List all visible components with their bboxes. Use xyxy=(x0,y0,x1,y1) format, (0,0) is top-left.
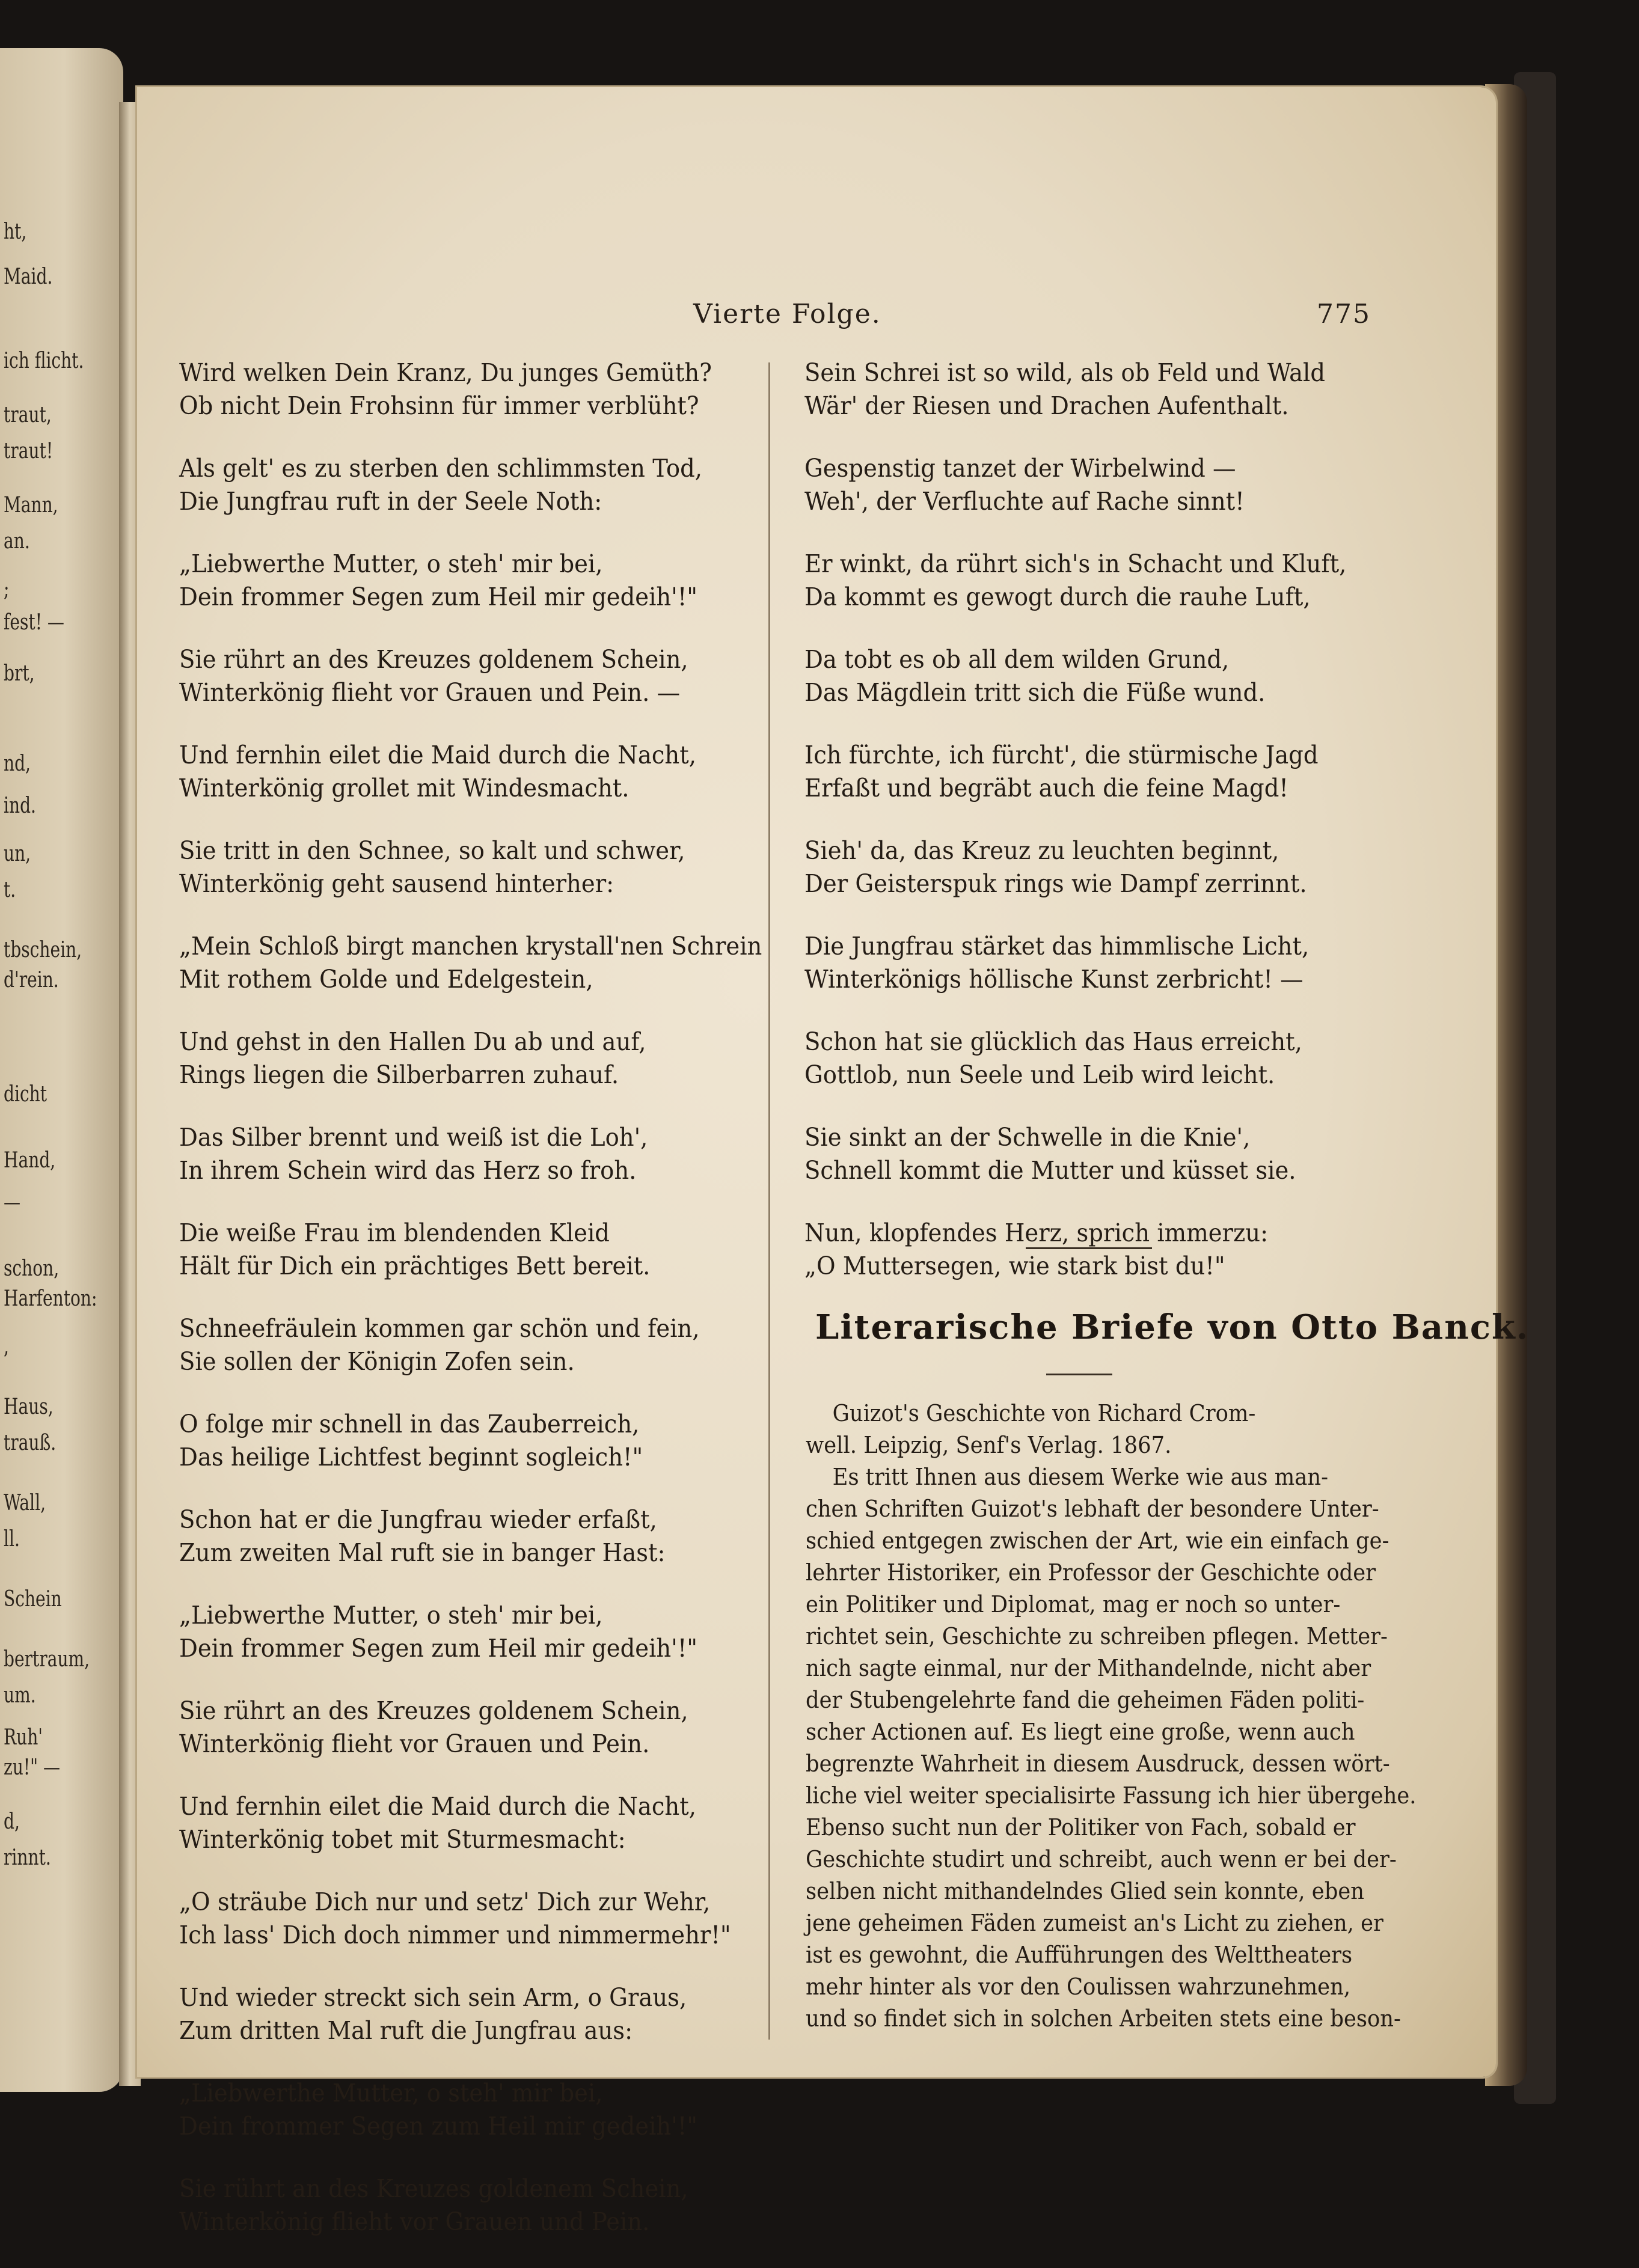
left-margin-fragment: zu!" — xyxy=(4,1755,61,1780)
stanza xyxy=(804,1217,1424,1283)
poem-line: Winterkönig flieht vor Grauen und Pein. xyxy=(179,2207,650,2236)
poem-line: Dein frommer Segen zum Heil mir gedeih'!" xyxy=(179,582,698,611)
article-line: jene geheimen Fäden zumeist an's Licht zu ziehen, er xyxy=(806,1910,1383,1936)
stanza xyxy=(179,1121,780,1187)
poem-line: „Liebwerthe Mutter, o steh' mir bei, xyxy=(179,2079,603,2108)
left-page-text-fragments xyxy=(0,48,123,2092)
poem-line: Sie tritt in den Schnee, so kalt und schwer, xyxy=(179,836,685,865)
poem-line: Sie rührt an des Kreuzes goldenem Schein, xyxy=(179,1696,688,1725)
poem-line: Und gehst in den Hallen Du ab und auf, xyxy=(179,1027,646,1056)
poem-line: Als gelt' es zu sterben den schlimmsten Tod, xyxy=(179,454,703,483)
article-line: Guizot's Geschichte von Richard Crom- xyxy=(832,1400,1256,1426)
poem-line: Ich lass' Dich doch nimmer und nimmermehr!" xyxy=(179,1921,731,1949)
poem-right-column xyxy=(804,356,1424,1312)
left-margin-fragment: trauß. xyxy=(4,1431,57,1455)
stanza xyxy=(804,643,1424,709)
column-rule xyxy=(768,362,770,2040)
left-margin-fragment: — xyxy=(4,1190,21,1215)
stanza xyxy=(804,739,1424,805)
left-margin-fragment: brt, xyxy=(4,661,35,686)
poem-line: Die Jungfrau ruft in der Seele Noth: xyxy=(179,487,602,516)
article-line: lehrter Historiker, ein Professor der Geschichte oder xyxy=(806,1559,1376,1586)
stanza xyxy=(179,548,780,614)
stanza xyxy=(179,1025,780,1092)
poem-line: „O Muttersegen, wie stark bist du!" xyxy=(804,1252,1225,1280)
left-margin-fragment: ll. xyxy=(4,1527,20,1551)
poem-line: Die weiße Frau im blendenden Kleid xyxy=(179,1218,610,1247)
stanza xyxy=(804,548,1424,614)
poem-line: Winterkönigs höllische Kunst zerbricht! — xyxy=(804,965,1304,994)
poem-line: Ob nicht Dein Frohsinn für immer verblüht? xyxy=(179,391,699,420)
stanza xyxy=(179,1695,780,1761)
poem-line: Sie rührt an des Kreuzes goldenem Schein, xyxy=(179,2174,688,2203)
running-title: Vierte Folge. xyxy=(693,299,881,329)
article-line: well. Leipzig, Senf's Verlag. 1867. xyxy=(806,1432,1172,1458)
left-margin-fragment: ht, xyxy=(4,219,27,244)
stanza xyxy=(179,834,780,900)
left-margin-fragment: traut, xyxy=(4,403,52,427)
stanza xyxy=(179,1981,780,2047)
article-line: ein Politiker und Diplomat, mag er noch so unter- xyxy=(806,1591,1341,1618)
poem-line: Mit rothem Golde und Edelgestein, xyxy=(179,965,593,994)
left-margin-fragment: tbschein, xyxy=(4,938,82,962)
left-margin-fragment: ; xyxy=(4,577,10,602)
poem-line: Dein frommer Segen zum Heil mir gedeih'!" xyxy=(179,2112,698,2141)
poem-line: Hält für Dich ein prächtiges Bett bereit. xyxy=(179,1252,651,1280)
stanza xyxy=(179,1790,780,1856)
poem-line: Winterkönig flieht vor Grauen und Pein. xyxy=(179,1729,650,1758)
article-line: Es tritt Ihnen aus diesem Werke wie aus man- xyxy=(832,1464,1329,1490)
stanza xyxy=(179,2077,780,2143)
left-margin-fragment: , xyxy=(4,1334,9,1359)
poem-line: Gottlob, nun Seele und Leib wird leicht. xyxy=(804,1060,1275,1089)
poem-line: Sie sollen der Königin Zofen sein. xyxy=(179,1347,575,1376)
left-margin-fragment: an. xyxy=(4,529,30,554)
poem-line: Das Mägdlein tritt sich die Füße wund. xyxy=(804,678,1266,707)
article-line: chen Schriften Guizot's lebhaft der besondere Unter- xyxy=(806,1496,1379,1522)
stanza xyxy=(804,452,1424,518)
left-margin-fragment: um. xyxy=(4,1683,36,1708)
poem-line: Sieh' da, das Kreuz zu leuchten beginnt, xyxy=(804,836,1279,865)
poem-line: Und fernhin eilet die Maid durch die Nacht, xyxy=(179,741,696,769)
poem-line: Schnell kommt die Mutter und küsset sie. xyxy=(804,1156,1296,1185)
stanza xyxy=(804,1121,1424,1187)
stanza xyxy=(179,2172,780,2239)
poem-line: Winterkönig grollet mit Windesmacht. xyxy=(179,774,630,802)
poem-line: Schon hat er die Jungfrau wieder erfaßt, xyxy=(179,1505,657,1534)
poem-line: Sie rührt an des Kreuzes goldenem Schein, xyxy=(179,645,688,674)
right-page xyxy=(137,87,1530,2236)
left-margin-fragment: rinnt. xyxy=(4,1845,51,1870)
article-line: selben nicht mithandelndes Glied sein konnte, eben xyxy=(806,1878,1365,1904)
stanza xyxy=(804,834,1424,900)
poem-line: Nun, klopfendes Herz, sprich immerzu: xyxy=(804,1218,1269,1247)
article-line: mehr hinter als vor den Coulissen wahrzunehmen, xyxy=(806,1973,1351,2000)
poem-line: Da tobt es ob all dem wilden Grund, xyxy=(804,645,1230,674)
poem-line: Dein frommer Segen zum Heil mir gedeih'!" xyxy=(179,1634,698,1663)
article-line: Ebenso sucht nun der Politiker von Fach, sobald er xyxy=(806,1814,1356,1841)
stanza xyxy=(179,1408,780,1474)
article-line: der Stubengelehrte fand die geheimen Fäden politi- xyxy=(806,1687,1365,1713)
poem-line: Er winkt, da rührt sich's in Schacht und Kluft, xyxy=(804,549,1347,578)
left-margin-fragment: bertraum, xyxy=(4,1647,90,1672)
poem-line: Das heilige Lichtfest beginnt sogleich!" xyxy=(179,1443,643,1472)
article-title: Literarische Briefe von Otto Banck. xyxy=(815,1307,1530,1347)
left-margin-fragment: Maid. xyxy=(4,264,53,289)
article-line: begrenzte Wahrheit in diesem Ausdruck, dessen wört- xyxy=(806,1750,1390,1777)
poem-line: Der Geisterspuk rings wie Dampf zerrinnt. xyxy=(804,869,1307,898)
poem-line: O folge mir schnell in das Zauberreich, xyxy=(179,1410,640,1438)
poem-line: Da kommt es gewogt durch die rauhe Luft, xyxy=(804,582,1311,611)
left-margin-fragment: ich flicht. xyxy=(4,349,84,373)
stanza xyxy=(179,930,780,996)
poem-left-column xyxy=(179,356,780,2268)
poem-line: „Liebwerthe Mutter, o steh' mir bei, xyxy=(179,549,603,578)
stanza xyxy=(179,1599,780,1665)
stanza xyxy=(179,1217,780,1283)
left-margin-fragment: Ruh' xyxy=(4,1725,43,1750)
poem-line: Gespenstig tanzet der Wirbelwind — xyxy=(804,454,1236,483)
poem-line: Wär' der Riesen und Drachen Aufenthalt. xyxy=(804,391,1289,420)
poem-line: Erfaßt und begräbt auch die feine Magd! xyxy=(804,774,1288,802)
article-line: Geschichte studirt und schreibt, auch wenn er bei der- xyxy=(806,1846,1397,1872)
left-margin-fragment: fest! — xyxy=(4,610,64,635)
left-margin-fragment: Mann, xyxy=(4,493,58,518)
stanza xyxy=(804,356,1424,423)
page-number: 775 xyxy=(1317,299,1371,329)
stanza xyxy=(179,452,780,518)
poem-line: Das Silber brennt und weiß ist die Loh', xyxy=(179,1123,648,1152)
left-margin-fragment: d, xyxy=(4,1809,20,1834)
article-line: schied entgegen zwischen der Art, wie ein einfach ge- xyxy=(806,1527,1389,1554)
article-line: richtet sein, Geschichte zu schreiben pflegen. Metter- xyxy=(806,1623,1388,1649)
poem-line: „Liebwerthe Mutter, o steh' mir bei, xyxy=(179,1601,603,1630)
left-margin-fragment: Haus, xyxy=(4,1395,54,1419)
poem-line: Die Jungfrau stärket das himmlische Licht, xyxy=(804,932,1310,961)
stanza xyxy=(179,356,780,423)
left-margin-fragment: Schein xyxy=(4,1587,62,1612)
poem-line: Und fernhin eilet die Maid durch die Nacht, xyxy=(179,1792,696,1821)
poem-line: Sein Schrei ist so wild, als ob Feld und Wald xyxy=(804,358,1326,387)
poem-line: Und wieder streckt sich sein Arm, o Graus, xyxy=(179,1983,687,2012)
poem-line: Rings liegen die Silberbarren zuhauf. xyxy=(179,1060,619,1089)
left-margin-fragment: schon, xyxy=(4,1256,60,1281)
left-margin-fragment: nd, xyxy=(4,751,31,776)
poem-line: „Mein Schloß birgt manchen krystall'nen Schrein xyxy=(179,932,762,961)
left-margin-fragment: traut! xyxy=(4,439,54,463)
article-line: und so findet sich in solchen Arbeiten stets eine beson- xyxy=(806,2005,1401,2032)
left-margin-fragment: d'rein. xyxy=(4,968,59,992)
poem-line: Winterkönig tobet mit Sturmesmacht: xyxy=(179,1825,626,1854)
stanza xyxy=(179,739,780,805)
poem-line: Schon hat sie glücklich das Haus erreicht, xyxy=(804,1027,1302,1056)
poem-line: „O sträube Dich nur und setz' Dich zur Wehr, xyxy=(179,1887,711,1916)
left-margin-fragment: Harfenton: xyxy=(4,1286,97,1311)
poem-line: Winterkönig geht sausend hinterher: xyxy=(179,869,614,898)
left-margin-fragment: Hand, xyxy=(4,1148,56,1173)
poem-line: In ihrem Schein wird das Herz so froh. xyxy=(179,1156,637,1185)
poem-line: Wird welken Dein Kranz, Du junges Gemüth? xyxy=(179,358,712,387)
left-page-edge xyxy=(0,48,123,2092)
stanza xyxy=(179,1886,780,1952)
poem-line: Winterkönig flieht vor Grauen und Pein. — xyxy=(179,678,681,707)
stanza xyxy=(804,930,1424,996)
poem-line: Zum dritten Mal ruft die Jungfrau aus: xyxy=(179,2016,633,2045)
left-margin-fragment: un, xyxy=(4,842,31,866)
article-body xyxy=(806,1398,1416,2035)
left-margin-fragment: Wall, xyxy=(4,1491,46,1515)
left-margin-fragment: ind. xyxy=(4,793,36,818)
stanza xyxy=(179,643,780,709)
left-margin-fragment: dicht xyxy=(4,1082,47,1107)
stanza xyxy=(804,1025,1424,1092)
left-margin-fragment: t. xyxy=(4,878,16,902)
poem-line: Weh', der Verfluchte auf Rache sinnt! xyxy=(804,487,1245,516)
poem-line: Schneefräulein kommen gar schön und fein, xyxy=(179,1314,700,1343)
article-line: liche viel weiter specialisirte Fassung ich hier übergehe. xyxy=(806,1782,1417,1809)
poem-line: Zum zweiten Mal ruft sie in banger Hast: xyxy=(179,1538,666,1567)
article-line: ist es gewohnt, die Aufführungen des Welttheaters xyxy=(806,1942,1353,1968)
poem-line: Ich fürchte, ich fürcht', die stürmische Jagd xyxy=(804,741,1319,769)
stanza xyxy=(179,1503,780,1570)
stanza xyxy=(179,1312,780,1378)
title-rule xyxy=(1046,1374,1112,1375)
article-line: nich sagte einmal, nur der Mithandelnde, nicht aber xyxy=(806,1655,1371,1681)
article-line: scher Actionen auf. Es liegt eine große, wenn auch xyxy=(806,1719,1355,1745)
poem-line: Sie sinkt an der Schwelle in die Knie', xyxy=(804,1123,1251,1152)
section-divider xyxy=(1026,1247,1152,1249)
